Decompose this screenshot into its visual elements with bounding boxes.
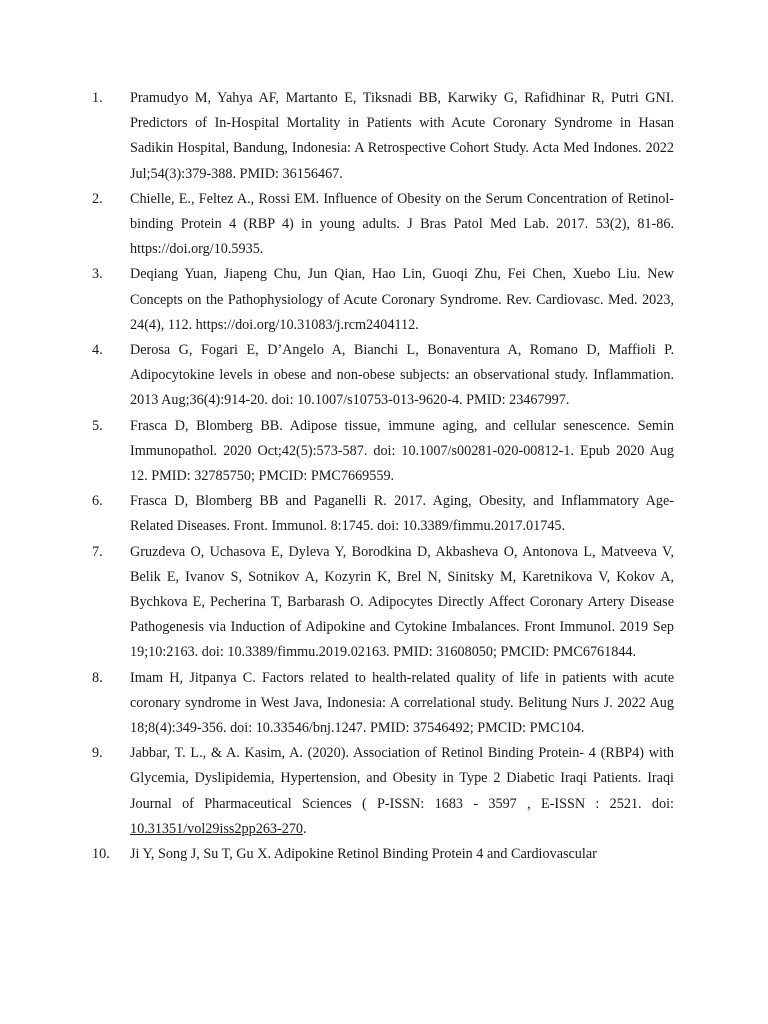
reference-number: 7. [92,543,103,560]
reference-item-1 [92,86,674,187]
reference-text: Ji Y, Song J, Su T, Gu X. Adipokine Retinol Binding Protein 4 and Cardiovascular [130,846,597,863]
reference-item-10 [92,842,674,867]
reference-list [92,86,674,867]
reference-text: Deqiang Yuan, Jiapeng Chu, Jun Qian, Hao Lin, Guoqi Zhu, Fei Chen, Xuebo Liu. New Concepts on the Pathophysiology of Acute Coronary Syndrome. Rev. Cardiovasc. Med. 2023, 24(4), 112. https://doi.org/10.31083/j.rcm2404112. [130,266,674,333]
reference-item-3 [92,262,674,338]
reference-text [130,741,674,842]
reference-text: Gruzdeva O, Uchasova E, Dyleva Y, Borodkina D, Akbasheva O, Antonova L, Matveeva V, Belik E, Ivanov S, Sotnikov A, Kozyrin K, Brel N, Sinitsky M, Karetnikova V, Kokov A, Bychkova E, Pecherina T, Barbarash O. Adipocytes Directly Affect Coronary Artery Disease Pathogenesis via Induction of Adipokine and Cytokine Imbalances. Front Immunol. 2019 Sep 19;10:2163. doi: 10.3389/fimmu.2019.02163. PMID: 31608050; PMCID: PMC6761844. [130,543,674,661]
reference-item-7 [92,540,674,666]
reference-number: 6. [92,493,103,510]
reference-item-5 [92,414,674,490]
reference-text: Chielle, E., Feltez A., Rossi EM. Influence of Obesity on the Serum Concentration of Retinol-binding Protein 4 (RBP 4) in young adults. J Bras Patol Med Lab. 2017. 53(2), 81-86. https://doi.org/10.5935. [130,190,674,258]
reference-number: 5. [92,417,103,434]
doi-link[interactable]: 10.31351/vol29iss2pp263-270 [130,820,304,837]
reference-number: 8. [92,669,103,686]
reference-text: Imam H, Jitpanya C. Factors related to health-related quality of life in patients with acute coronary syndrome in West Java, Indonesia: A correlational study. Belitung Nurs J. 2022 Aug 18;8(4):349-356. doi: 10.33546/bnj.1247. PMID: 37546492; PMCID: PMC104. [130,669,674,737]
reference-text-end: . [303,820,307,837]
reference-text: Pramudyo M, Yahya AF, Martanto E, Tiksnadi BB, Karwiky G, Rafidhinar R, Putri GNI. Predictors of In-Hospital Mortality in Patients with Acute Coronary Syndrome in Hasan Sadikin Hospital, Bandung, Indonesia: A Retrospective Cohort Study. Acta Med Indones. 2022 Jul;54(3):379-388. PMID: 36156467. [130,90,674,182]
reference-item-4 [92,338,674,414]
reference-number: 4. [92,342,103,359]
reference-text: Frasca D, Blomberg BB and Paganelli R. 2017. Aging, Obesity, and Inflammatory Age- Related Diseases. Front. Immunol. 8:1745. doi: 10.3389/fimmu.2017.01745. [130,493,674,535]
reference-item-9 [92,741,674,842]
reference-text: Frasca D, Blomberg BB. Adipose tissue, immune aging, and cellular senescence. Semin Immunopathol. 2020 Oct;42(5):573-587. doi: 10.1007/s00281-020-00812-1. Epub 2020 Aug 12. PMID: 32785750; PMCID: PMC7669559. [130,417,674,485]
reference-number: 3. [92,266,103,283]
reference-number: 9. [92,745,103,762]
reference-text-body: Jabbar, T. L., & A. Kasim, A. (2020). Association of Retinol Binding Protein- 4 (RBP4) with Glycemia, Dyslipidemia, Hypertension, and Obesity in Type 2 Diabetic Iraqi Patients. Iraqi Journal of Pharmaceutical Sciences ( P-ISSN: 1683 - 3597 , E-ISSN : 2521. doi: [130,745,674,812]
reference-text: Derosa G, Fogari E, D’Angelo A, Bianchi L, Bonaventura A, Romano D, Maffioli P. Adipocytokine levels in obese and non-obese subjects: an observational study. Inflammation. 2013 Aug;36(4):914-20. doi: 10.1007/s10753-013-9620-4. PMID: 23467997. [130,342,674,409]
reference-item-8 [92,666,674,742]
reference-number: 2. [92,190,103,207]
reference-item-2 [92,187,674,263]
reference-number: 1. [92,90,103,106]
reference-number: 10. [92,846,110,863]
reference-item-6 [92,489,674,539]
